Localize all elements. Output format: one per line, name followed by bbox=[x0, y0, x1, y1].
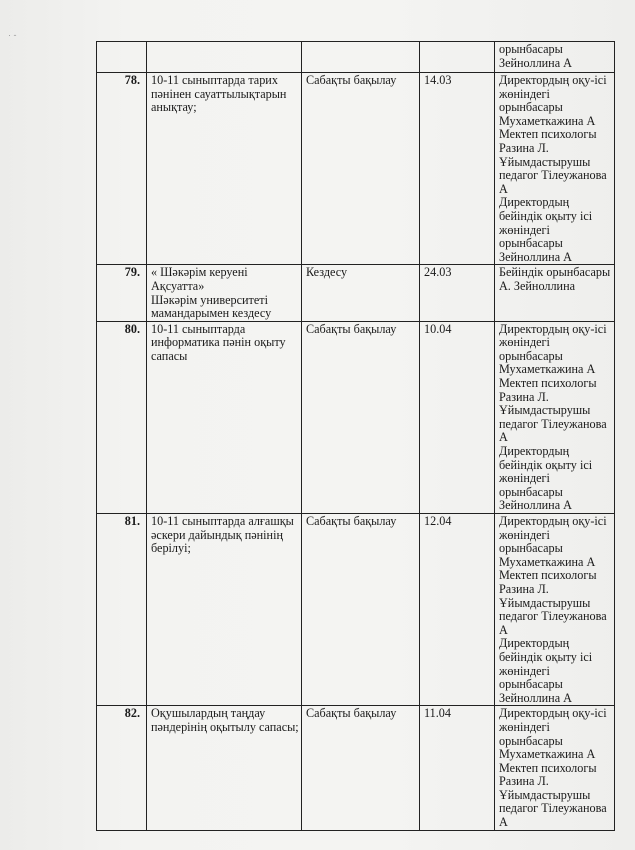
responsible-line: А bbox=[499, 430, 508, 445]
responsible-line: Директордың bbox=[499, 444, 570, 459]
responsible-line: Мухаметкажина А bbox=[499, 362, 596, 377]
topic-line: пәнінен сауаттылықтарын bbox=[151, 86, 287, 101]
event-date: 24.03 bbox=[420, 265, 495, 321]
responsible-line: Ұйымдастырушы bbox=[499, 154, 591, 169]
responsible-line: жөніндегі bbox=[499, 222, 550, 237]
row-number: 79. bbox=[97, 265, 147, 321]
event-date: 11.04 bbox=[420, 706, 495, 830]
topic-line: информатика пәнін оқыту bbox=[151, 335, 286, 350]
responsible-persons bbox=[495, 73, 615, 265]
row-number: 81. bbox=[97, 514, 147, 706]
responsible-line: бейіндік оқыту ісі bbox=[499, 457, 593, 472]
responsible-line: Бейіндік орынбасары bbox=[499, 265, 611, 280]
responsible-persons bbox=[495, 42, 615, 73]
event-topic bbox=[147, 42, 302, 73]
responsible-line: Директордың оқу-ісі bbox=[499, 514, 607, 528]
responsible-line: Директордың оқу-ісі bbox=[499, 73, 607, 87]
row-number: 78. bbox=[97, 73, 147, 265]
responsible-line: жөніндегі bbox=[499, 527, 550, 542]
topic-line: сапасы bbox=[151, 348, 188, 363]
row-number: 80. bbox=[97, 321, 147, 513]
responsible-line: Мектеп психологы bbox=[499, 376, 597, 391]
responsible-line: бейіндік оқыту ісі bbox=[499, 208, 593, 223]
responsible-line: Зейноллина А bbox=[499, 55, 572, 70]
topic-line: 10-11 сыныптарда bbox=[151, 321, 246, 336]
table-row bbox=[97, 265, 615, 321]
event-form bbox=[302, 321, 420, 513]
responsible-line: Мектеп психологы bbox=[499, 760, 597, 775]
form-line: Кездесу bbox=[306, 265, 348, 280]
responsible-persons bbox=[495, 265, 615, 321]
responsible-line: Директордың bbox=[499, 195, 570, 210]
topic-line: мамандарымен кездесу bbox=[151, 306, 272, 321]
responsible-line: орынбасары bbox=[499, 677, 563, 692]
form-line: Сабақты бақылау bbox=[306, 514, 397, 528]
topic-line: берілуі; bbox=[151, 541, 191, 556]
responsible-line: орынбасары bbox=[499, 484, 563, 499]
event-topic bbox=[147, 514, 302, 706]
responsible-line: А bbox=[499, 181, 508, 196]
responsible-line: жөніндегі bbox=[499, 719, 550, 734]
responsible-persons bbox=[495, 706, 615, 830]
responsible-line: орынбасары bbox=[499, 42, 563, 56]
table-row bbox=[97, 73, 615, 265]
event-date: 12.04 bbox=[420, 514, 495, 706]
event-topic bbox=[147, 73, 302, 265]
event-topic bbox=[147, 321, 302, 513]
responsible-line: Разина Л. bbox=[499, 389, 549, 404]
responsible-line: орынбасары bbox=[499, 733, 563, 748]
page-corner-mark: · - bbox=[8, 30, 17, 40]
responsible-line: Зейноллина А bbox=[499, 249, 572, 264]
event-date bbox=[420, 42, 495, 73]
responsible-line: жөніндегі bbox=[499, 86, 550, 101]
event-form bbox=[302, 706, 420, 830]
responsible-line: Директордың bbox=[499, 636, 570, 651]
table-row bbox=[97, 321, 615, 513]
topic-line: Оқушылардың таңдау bbox=[151, 706, 266, 721]
responsible-line: педагог Тілеужанова bbox=[499, 801, 607, 816]
responsible-line: бейіндік оқыту ісі bbox=[499, 649, 593, 664]
event-form bbox=[302, 73, 420, 265]
topic-line: әскери дайындық пәнінің bbox=[151, 527, 283, 542]
responsible-line: Разина Л. bbox=[499, 140, 549, 155]
topic-line: Шәкәрім университеті bbox=[151, 292, 268, 307]
form-line: Сабақты бақылау bbox=[306, 706, 397, 721]
responsible-persons bbox=[495, 514, 615, 706]
responsible-line: педагог Тілеужанова bbox=[499, 168, 607, 183]
responsible-line: Разина Л. bbox=[499, 774, 549, 789]
responsible-line: Мухаметкажина А bbox=[499, 747, 596, 762]
responsible-line: орынбасары bbox=[499, 348, 563, 363]
responsible-line: Мектеп психологы bbox=[499, 127, 597, 142]
responsible-line: Разина Л. bbox=[499, 581, 549, 596]
topic-line: 10-11 сыныптарда алғашқы bbox=[151, 514, 294, 528]
responsible-line: Ұйымдастырушы bbox=[499, 595, 591, 610]
responsible-line: Мектеп психологы bbox=[499, 568, 597, 583]
responsible-line: Зейноллина А bbox=[499, 690, 572, 705]
topic-line: пәндерінің оқытылу сапасы; bbox=[151, 719, 299, 734]
row-number bbox=[97, 42, 147, 73]
responsible-line: педагог Тілеужанова bbox=[499, 609, 607, 624]
form-line: Сабақты бақылау bbox=[306, 73, 397, 87]
responsible-persons bbox=[495, 321, 615, 513]
table-row bbox=[97, 514, 615, 706]
event-form bbox=[302, 265, 420, 321]
responsible-line: жөніндегі bbox=[499, 335, 550, 350]
topic-line: 10-11 сыныптарда тарих bbox=[151, 73, 278, 87]
responsible-line: орынбасары bbox=[499, 541, 563, 556]
event-form bbox=[302, 42, 420, 73]
table-row bbox=[97, 42, 615, 73]
responsible-line: А bbox=[499, 622, 508, 637]
event-date: 14.03 bbox=[420, 73, 495, 265]
responsible-line: Ұйымдастырушы bbox=[499, 403, 591, 418]
topic-line: « Шәкәрім керуені bbox=[151, 265, 248, 280]
responsible-line: орынбасары bbox=[499, 100, 563, 115]
responsible-line: Мухаметкажина А bbox=[499, 113, 596, 128]
table-row bbox=[97, 706, 615, 830]
responsible-line: Директордың оқу-ісі bbox=[499, 706, 607, 721]
responsible-line: Ұйымдастырушы bbox=[499, 787, 591, 802]
responsible-line: орынбасары bbox=[499, 236, 563, 251]
row-number: 82. bbox=[97, 706, 147, 830]
event-topic bbox=[147, 265, 302, 321]
event-topic bbox=[147, 706, 302, 830]
responsible-line: А bbox=[499, 815, 508, 830]
event-date: 10.04 bbox=[420, 321, 495, 513]
responsible-line: педагог Тілеужанова bbox=[499, 416, 607, 431]
responsible-line: А. Зейноллина bbox=[499, 278, 576, 293]
responsible-line: жөніндегі bbox=[499, 663, 550, 678]
responsible-line: жөніндегі bbox=[499, 471, 550, 486]
topic-line: Ақсуатта» bbox=[151, 278, 205, 293]
form-line: Сабақты бақылау bbox=[306, 321, 397, 336]
responsible-line: Директордың оқу-ісі bbox=[499, 321, 607, 336]
topic-line: анықтау; bbox=[151, 100, 197, 115]
responsible-line: Мухаметкажина А bbox=[499, 554, 596, 569]
responsible-line: Зейноллина А bbox=[499, 498, 572, 513]
plan-table bbox=[96, 41, 615, 831]
event-form bbox=[302, 514, 420, 706]
